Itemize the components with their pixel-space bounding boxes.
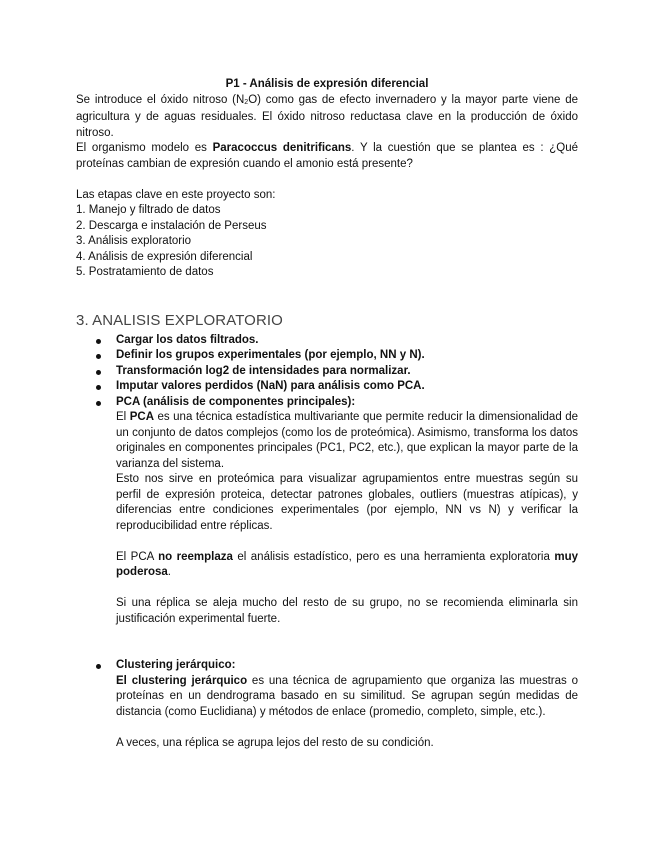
intro-paragraph-2	[76, 141, 578, 172]
step-item: 3. Análisis exploratorio	[76, 235, 192, 247]
step-item: 2. Descarga e instalación de Perseus	[76, 219, 267, 232]
step-item: 5. Postratamiento de datos	[76, 266, 214, 278]
bullet-dot-icon	[96, 664, 101, 669]
bullet-item	[76, 364, 578, 380]
bullet-text: Definir los grupos experimentales (por ejemplo, NN y N).	[116, 349, 425, 361]
steps-list	[76, 203, 578, 281]
step-item: 1. Manejo y filtrado de datos	[76, 204, 221, 216]
text-run: El PCA	[116, 550, 159, 563]
spacer	[116, 720, 578, 736]
text-run: el análisis estadístico, pero es una herramienta exploratoria	[232, 550, 555, 563]
document-title: P1 - Análisis de expresión diferencial	[225, 78, 429, 90]
bullet-item	[76, 379, 578, 395]
step-item: 4. Análisis de expresión diferencial	[76, 250, 253, 263]
section-heading: 3. ANALISIS EXPLORATORIO	[76, 311, 283, 329]
bold-term: PCA	[129, 411, 155, 423]
bullet-item	[76, 348, 578, 364]
bullet-item-pca	[76, 395, 578, 659]
intro-p2-a: El organismo modelo es	[76, 142, 213, 154]
text-run: es una técnica estadística multivariante que permite reducir la dimensionalidad de un conjunto de datos complejos (como los de proteómica). Asimismo, transforma los datos originales en componentes principales (PC1, PC2, etc.), que explican la mayor parte de la varianza del sistema.	[116, 411, 579, 470]
bold-term: El clustering jerárquico	[116, 674, 248, 687]
bullet-heading: PCA (análisis de componentes principales):	[116, 395, 356, 408]
bullet-dot-icon	[96, 339, 101, 344]
clustering-paragraph-2: A veces, una réplica se agrupa lejos del resto de su condición.	[116, 736, 434, 749]
pca-body	[116, 410, 578, 658]
intro-p2-b: . Y la cuestión que se plantea es : ¿Qué proteínas cambian de expresión cuando el amonio está presente?	[76, 142, 578, 170]
text-run: El	[116, 411, 130, 423]
bullet-dot-icon	[96, 370, 101, 375]
clustering-body	[116, 674, 578, 752]
intro-p1-b: O) como gas de efecto invernadero y la mayor parte viene de agricultura y de aguas residuales. El óxido nitroso reductasa clave en la producción de óxido nitroso.	[76, 93, 578, 139]
spacer	[76, 172, 578, 188]
pca-paragraph-2: Esto nos sirve en proteómica para visualizar agrupamientos entre muestras según su perfil de expresión proteica, detectar patrones globales, outliers (muestras atípicas), y diferencias entre condiciones experimentales (por ejemplo, NN vs N) y verificar la reproducibilidad entre réplicas.	[116, 473, 578, 532]
bullet-text: Cargar los datos filtrados.	[116, 333, 259, 346]
bold-term: no reemplaza	[158, 550, 233, 563]
bullet-text: Imputar valores perdidos (NaN) para análisis como PCA.	[116, 380, 425, 392]
spacer	[116, 643, 578, 659]
text-run: es una técnica de agrupamiento que organiza las muestras o proteínas en un dendrograma basado en su similitud. Se agrupan según medidas de distancia (como Euclidiana) y métodos de enlace (promedio, completo, simple, etc.).	[116, 674, 578, 718]
pca-paragraph-3	[116, 550, 578, 581]
pca-paragraph-1	[116, 410, 578, 472]
pca-paragraph-4: Si una réplica se aleja mucho del resto de su grupo, no se recomienda eliminarla sin justificación experimental fuerte.	[116, 597, 578, 625]
bullet-dot-icon	[96, 385, 101, 390]
intro-paragraph-1	[76, 93, 578, 142]
text-run: .	[167, 566, 171, 578]
bullet-item-clustering	[76, 658, 578, 751]
bullet-dot-icon	[96, 354, 101, 359]
steps-intro: Las etapas clave en este proyecto son:	[76, 188, 276, 201]
clustering-paragraph-1	[116, 674, 578, 721]
document-page	[76, 77, 578, 751]
spacer	[116, 581, 578, 597]
bullet-heading: Clustering jerárquico:	[116, 659, 236, 671]
intro-p1-a: Se introduce el óxido nitroso (N	[76, 93, 245, 106]
bullet-dot-icon	[96, 401, 101, 406]
bold-term: muy poderosa	[116, 550, 578, 578]
spacer	[116, 627, 578, 643]
intro-p1-subscript: 2	[244, 98, 249, 106]
bullet-item	[76, 333, 578, 349]
bullet-list	[76, 333, 578, 752]
organism-name: Paracoccus denitrificans	[212, 142, 352, 154]
spacer	[116, 534, 578, 550]
bullet-text: Transformación log2 de intensidades para normalizar.	[116, 364, 411, 377]
